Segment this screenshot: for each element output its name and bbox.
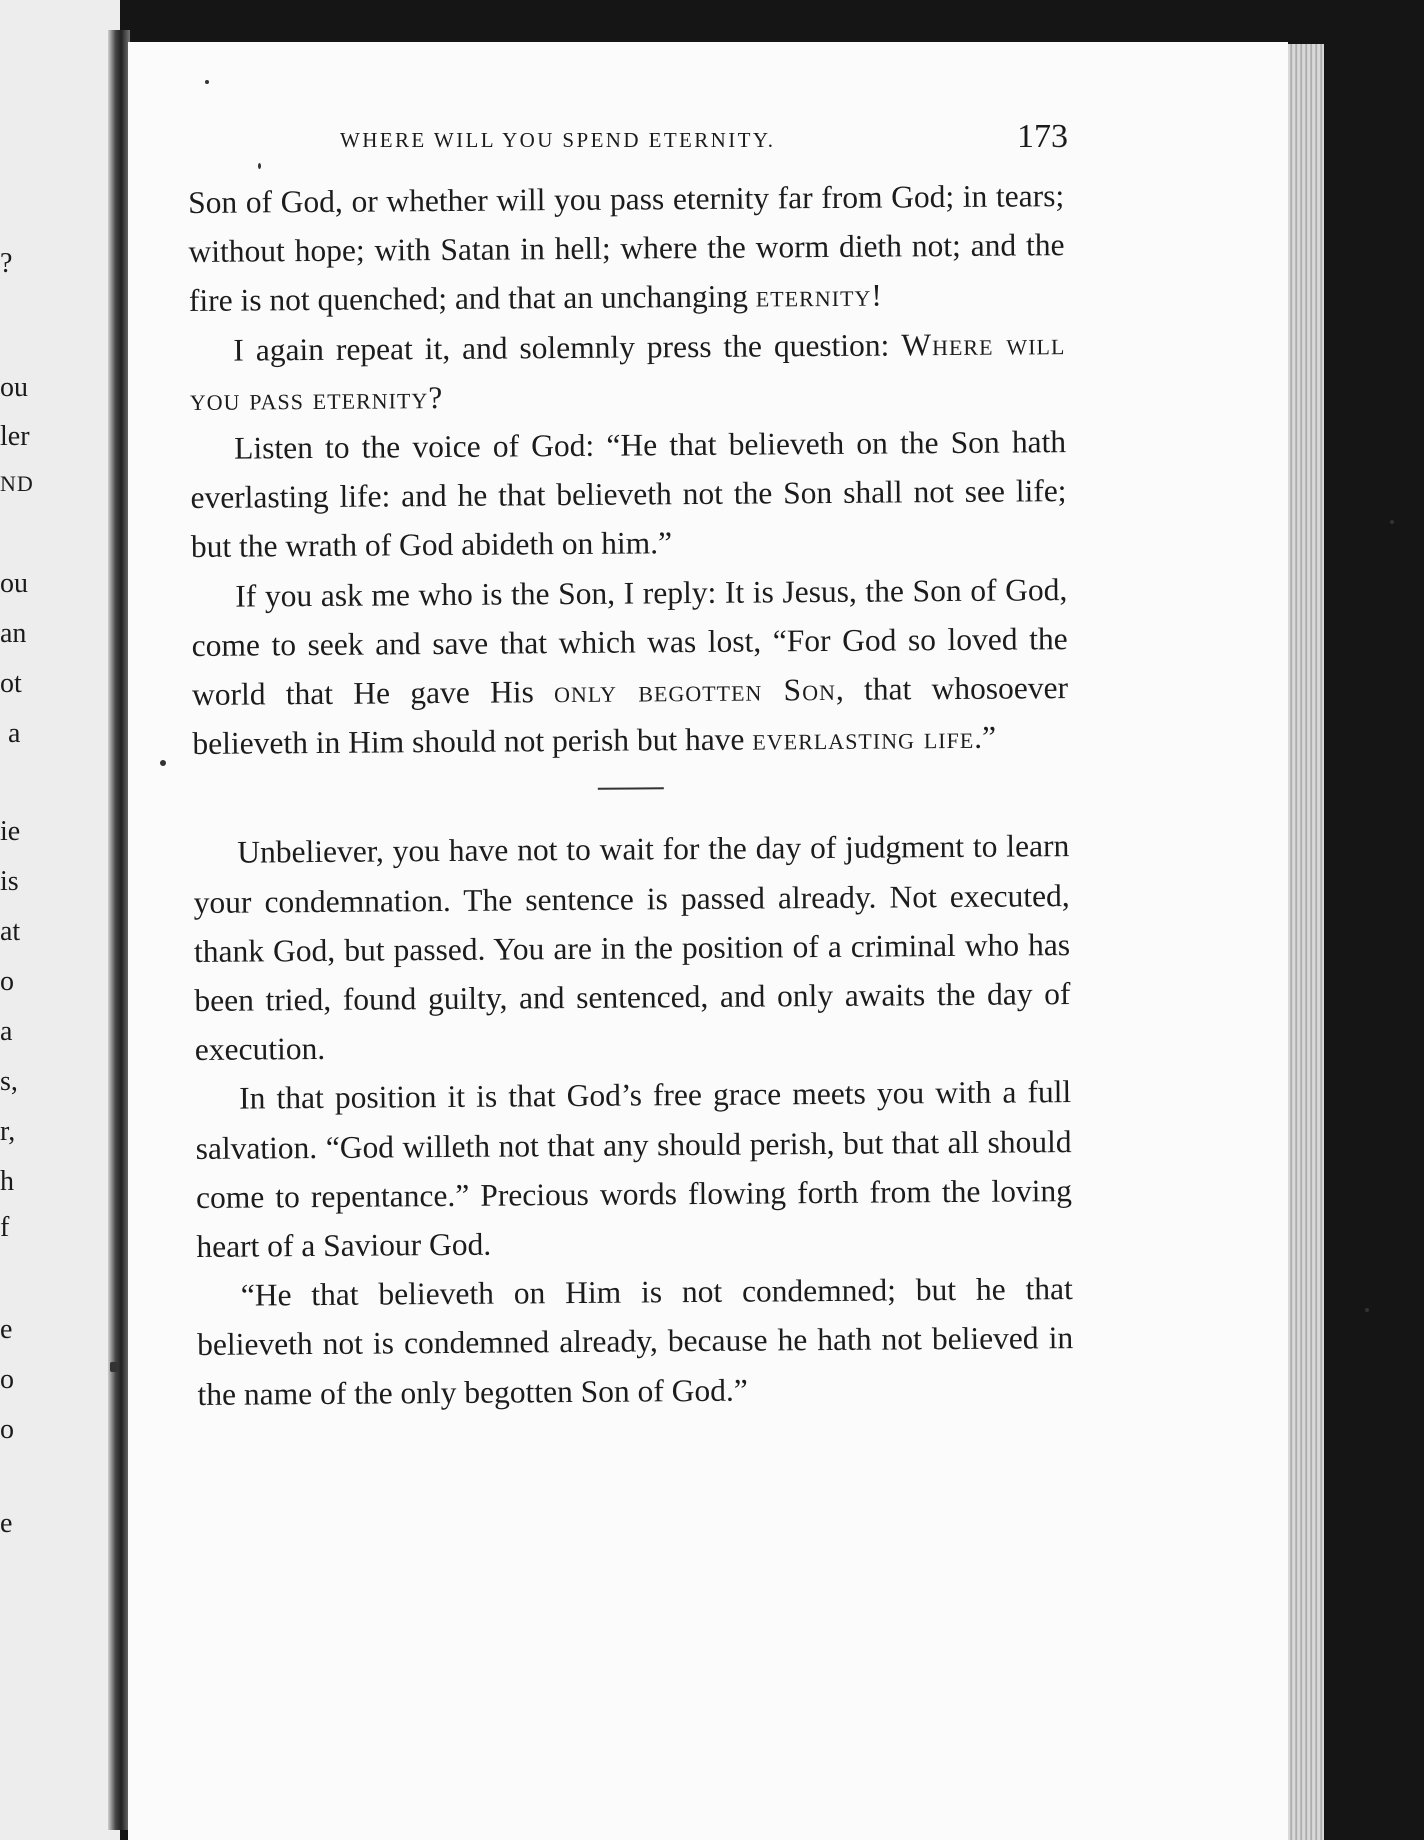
paragraph-text: ! bbox=[871, 277, 882, 314]
left-page-fragment: a bbox=[0, 1016, 13, 1047]
body-text bbox=[188, 171, 1074, 1419]
scan-speck bbox=[258, 163, 261, 169]
paragraph bbox=[191, 565, 1069, 769]
paragraph-text: ? bbox=[428, 379, 443, 415]
left-page-fragment: a bbox=[8, 718, 21, 749]
left-page-fragment: is bbox=[0, 866, 19, 897]
left-page-fragment: r, bbox=[0, 1116, 16, 1147]
left-page-fragment: o bbox=[0, 966, 14, 997]
left-page-fragment: h bbox=[0, 1166, 14, 1197]
left-facing-page bbox=[0, 0, 120, 1840]
small-caps-text: only begotten Son bbox=[553, 671, 837, 710]
scan-speck bbox=[1390, 520, 1394, 524]
left-page-fragment: ou bbox=[0, 372, 28, 403]
left-page-fragment: ie bbox=[0, 816, 21, 847]
small-caps-text: eternity bbox=[755, 278, 872, 314]
scan-speck bbox=[110, 1362, 118, 1372]
paragraph: In that position it is that God’s free grace meets you with a full salvation. “God willeth not that any should perish, but that all should come to repentance.” Precious words flowing forth from the loving heart of a Saviour God. bbox=[195, 1074, 1073, 1265]
left-page-fragment: e bbox=[0, 1508, 13, 1539]
left-page-fragment: s, bbox=[0, 1066, 18, 1097]
section-divider bbox=[598, 788, 664, 791]
running-header bbox=[340, 118, 1080, 168]
left-page-fragment: ? bbox=[0, 248, 13, 279]
left-page-fragment: ot bbox=[0, 668, 22, 699]
book-gutter-shadow bbox=[108, 30, 130, 1830]
paragraph bbox=[189, 319, 1066, 424]
paragraph-text: .” bbox=[974, 719, 997, 756]
paragraph-text: , that whosoever believeth in Him should not perish but have bbox=[192, 670, 1069, 762]
scan-speck bbox=[205, 80, 209, 84]
page-edges bbox=[1288, 44, 1324, 1840]
paragraph: Unbeliever, you have not to wait for the day of judgment to learn your condemnation. The sentence is passed already. Not executed, thank God, but passed. You are in the position of a criminal who has been tried, found guilty, and sentenced, and only awaits the day of execution. bbox=[193, 828, 1071, 1068]
left-page-fragment: at bbox=[0, 916, 21, 947]
small-caps-text: everlasting life bbox=[752, 720, 975, 757]
left-page-fragment: ler bbox=[0, 421, 30, 452]
paragraph-text: If you ask me who is the Son, I reply: It is Jesus, the Son of God, come to seek and save that which was lost, “For God so loved the world that He gave His bbox=[191, 571, 1068, 713]
left-page-fragment: e bbox=[0, 1314, 13, 1345]
small-caps-text: Where will you pass eternity bbox=[189, 325, 1066, 417]
left-page-fragment: f bbox=[0, 1212, 10, 1243]
paragraph bbox=[188, 171, 1065, 325]
left-page-fragment: o bbox=[0, 1364, 14, 1395]
left-page-fragment: an bbox=[0, 618, 27, 649]
paragraph-text: Son of God, or whether will you pass eternity far from God; in tears; without hope; with Satan in hell; where the worm dieth not; and the fire is not quenched; and that an unchanging bbox=[188, 178, 1065, 319]
paragraph: Listen to the voice of God: “He that believeth on the Son hath everlasting life: and he that believeth not the Son shall not see life; but the wrath of God abideth on him.” bbox=[190, 424, 1067, 565]
scan-speck bbox=[160, 760, 166, 766]
page-number: 173 bbox=[1017, 118, 1068, 155]
left-page-fragment: ND bbox=[0, 471, 34, 496]
running-title: WHERE WILL YOU SPEND ETERNITY. bbox=[340, 128, 776, 152]
paragraph-text: I again repeat it, and solemnly press the question: bbox=[233, 327, 902, 368]
scan-speck bbox=[1365, 1308, 1369, 1312]
left-page-fragment: o bbox=[0, 1414, 14, 1445]
paragraph: “He that believeth on Him is not condemned; but he that believeth not is condemned already, because he hath not believed in the name of the only begotten Son of God.” bbox=[197, 1271, 1074, 1412]
left-page-fragment: ou bbox=[0, 568, 28, 599]
